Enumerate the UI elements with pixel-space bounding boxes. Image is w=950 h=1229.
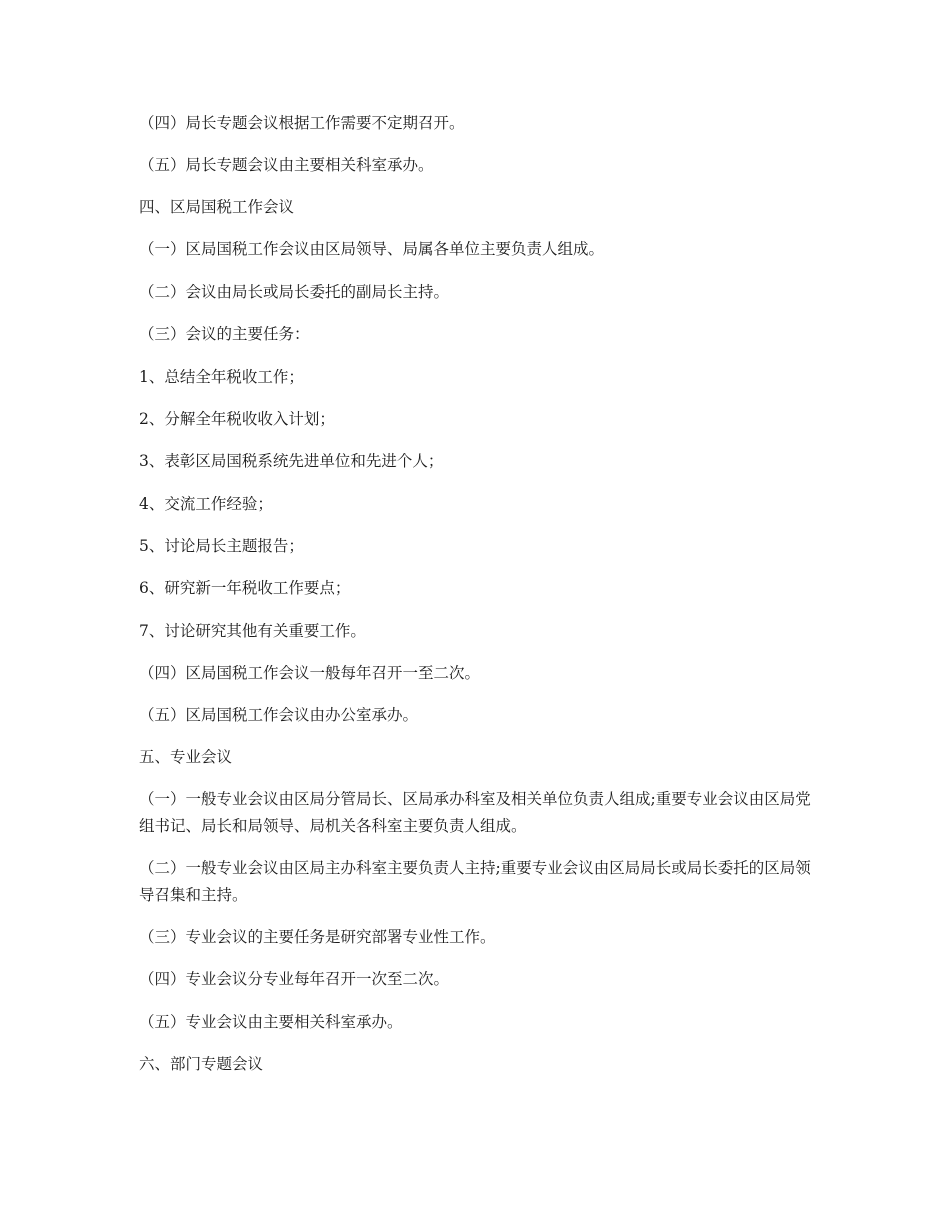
section-heading: 六、部门专题会议 xyxy=(139,1055,264,1073)
paragraph: （五）区局国税工作会议由办公室承办。 xyxy=(139,706,419,724)
paragraph: （二）一般专业会议由区局主办科室主要负责人主持;重要专业会议由区局局长或局长委托的区局领导召集和主持。 xyxy=(139,859,811,904)
paragraph: （四）区局国税工作会议一般每年召开一至二次。 xyxy=(139,664,481,682)
paragraph: （四）局长专题会议根据工作需要不定期召开。 xyxy=(139,114,465,132)
list-item: 5、讨论局长主题报告； xyxy=(139,537,304,555)
paragraph: （三）专业会议的主要任务是研究部署专业性工作。 xyxy=(139,928,496,946)
list-item: 4、交流工作经验； xyxy=(139,495,273,513)
list-item: 1、总结全年税收工作； xyxy=(139,368,304,386)
paragraph: （三）会议的主要任务： xyxy=(139,325,310,343)
paragraph: （四）专业会议分专业每年召开一次至二次。 xyxy=(139,970,450,988)
list-item: 7、讨论研究其他有关重要工作。 xyxy=(139,622,366,640)
paragraph: （一）区局国税工作会议由区局领导、局属各单位主要负责人组成。 xyxy=(139,240,605,258)
paragraph: （五）局长专题会议由主要相关科室承办。 xyxy=(139,156,434,174)
paragraph: （五）专业会议由主要相关科室承办。 xyxy=(139,1013,403,1031)
section-heading: 四、区局国税工作会议 xyxy=(139,198,295,216)
list-item: 2、分解全年税收收入计划； xyxy=(139,410,335,428)
section-heading: 五、专业会议 xyxy=(139,748,233,766)
list-item: 6、研究新一年税收工作要点； xyxy=(139,579,351,597)
paragraph: （一）一般专业会议由区局分管局长、区局承办科室及相关单位负责人组成;重要专业会议由区局党组书记、局长和局领导、局机关各科室主要负责人组成。 xyxy=(139,790,811,835)
list-item: 3、表彰区局国税系统先进单位和先进个人； xyxy=(139,452,444,470)
paragraph: （二）会议由局长或局长委托的副局长主持。 xyxy=(139,283,450,301)
